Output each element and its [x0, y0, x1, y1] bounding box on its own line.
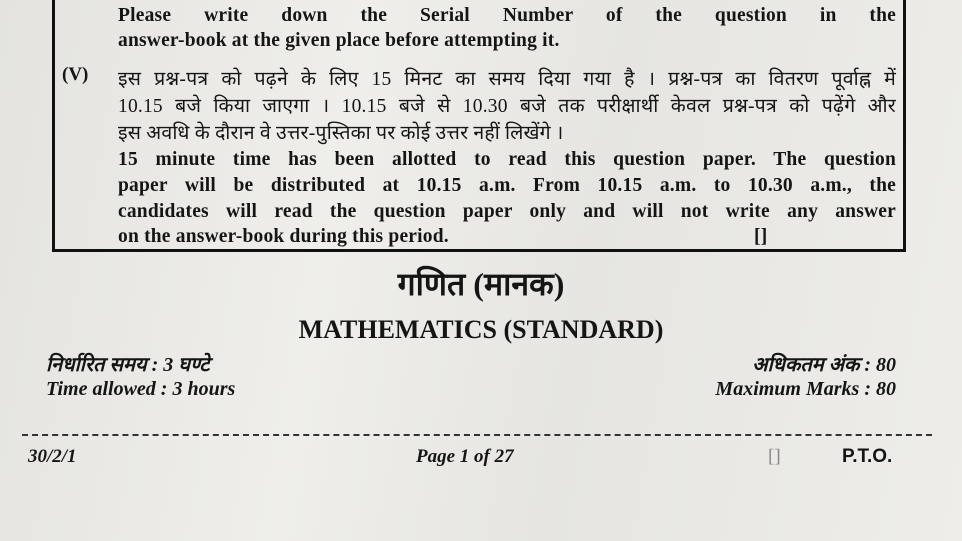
serial-instruction-line-1: Please write down the Serial Number of the question in the: [118, 5, 896, 26]
english-instruction-line: 15 minute time has been allotted to read this question paper. The question: [118, 149, 896, 170]
english-instruction-line: on the answer-book during this period.: [118, 226, 449, 247]
subject-title-english: MATHEMATICS (STANDARD): [298, 315, 664, 344]
paper-code: 30/2/1: [28, 446, 77, 467]
english-instruction-line: paper will be distributed at 10.15 a.m. From 10.15 a.m. to 10.30 a.m., the: [118, 175, 896, 196]
pto-label: P.T.O.: [842, 446, 893, 467]
maximum-marks: Maximum Marks : 80: [715, 378, 896, 400]
hindi-instruction-line: इस अवधि के दौरान वे उत्तर-पुस्तिका पर कोई उत्तर नहीं लिखेंगे ।: [118, 123, 564, 144]
hindi-instruction-line: 10.15 बजे किया जाएगा । 10.15 बजे से 10.30 बजे तक परीक्षार्थी केवल प्रश्न-पत्र को पढ़ेंगे और: [118, 96, 896, 117]
time-allowed-hindi: निर्धारित समय : 3 घण्टे: [46, 354, 210, 376]
english-instruction-line: candidates will read the question paper only and will not write any answer: [118, 201, 896, 222]
dashed-divider: [22, 434, 932, 436]
time-allowed: Time allowed : 3 hours: [46, 378, 236, 400]
hindi-instruction-line: इस प्रश्न-पत्र को पढ़ने के लिए 15 मिनट का समय दिया गया है । प्रश्न-पत्र का वितरण पूर्वाह्न में: [118, 69, 896, 90]
item-marker: (V): [62, 64, 89, 85]
footer-box-mark: []: [768, 446, 781, 467]
serial-instruction-line-2: answer-book at the given place before attempting it.: [118, 30, 560, 51]
maximum-marks-hindi: अधिकतम अंक : 80: [752, 354, 896, 376]
page-number: Page 1 of 27: [416, 446, 514, 467]
subject-title-hindi: गणित (मानक): [397, 266, 565, 302]
checkbox-mark: []: [754, 226, 768, 247]
